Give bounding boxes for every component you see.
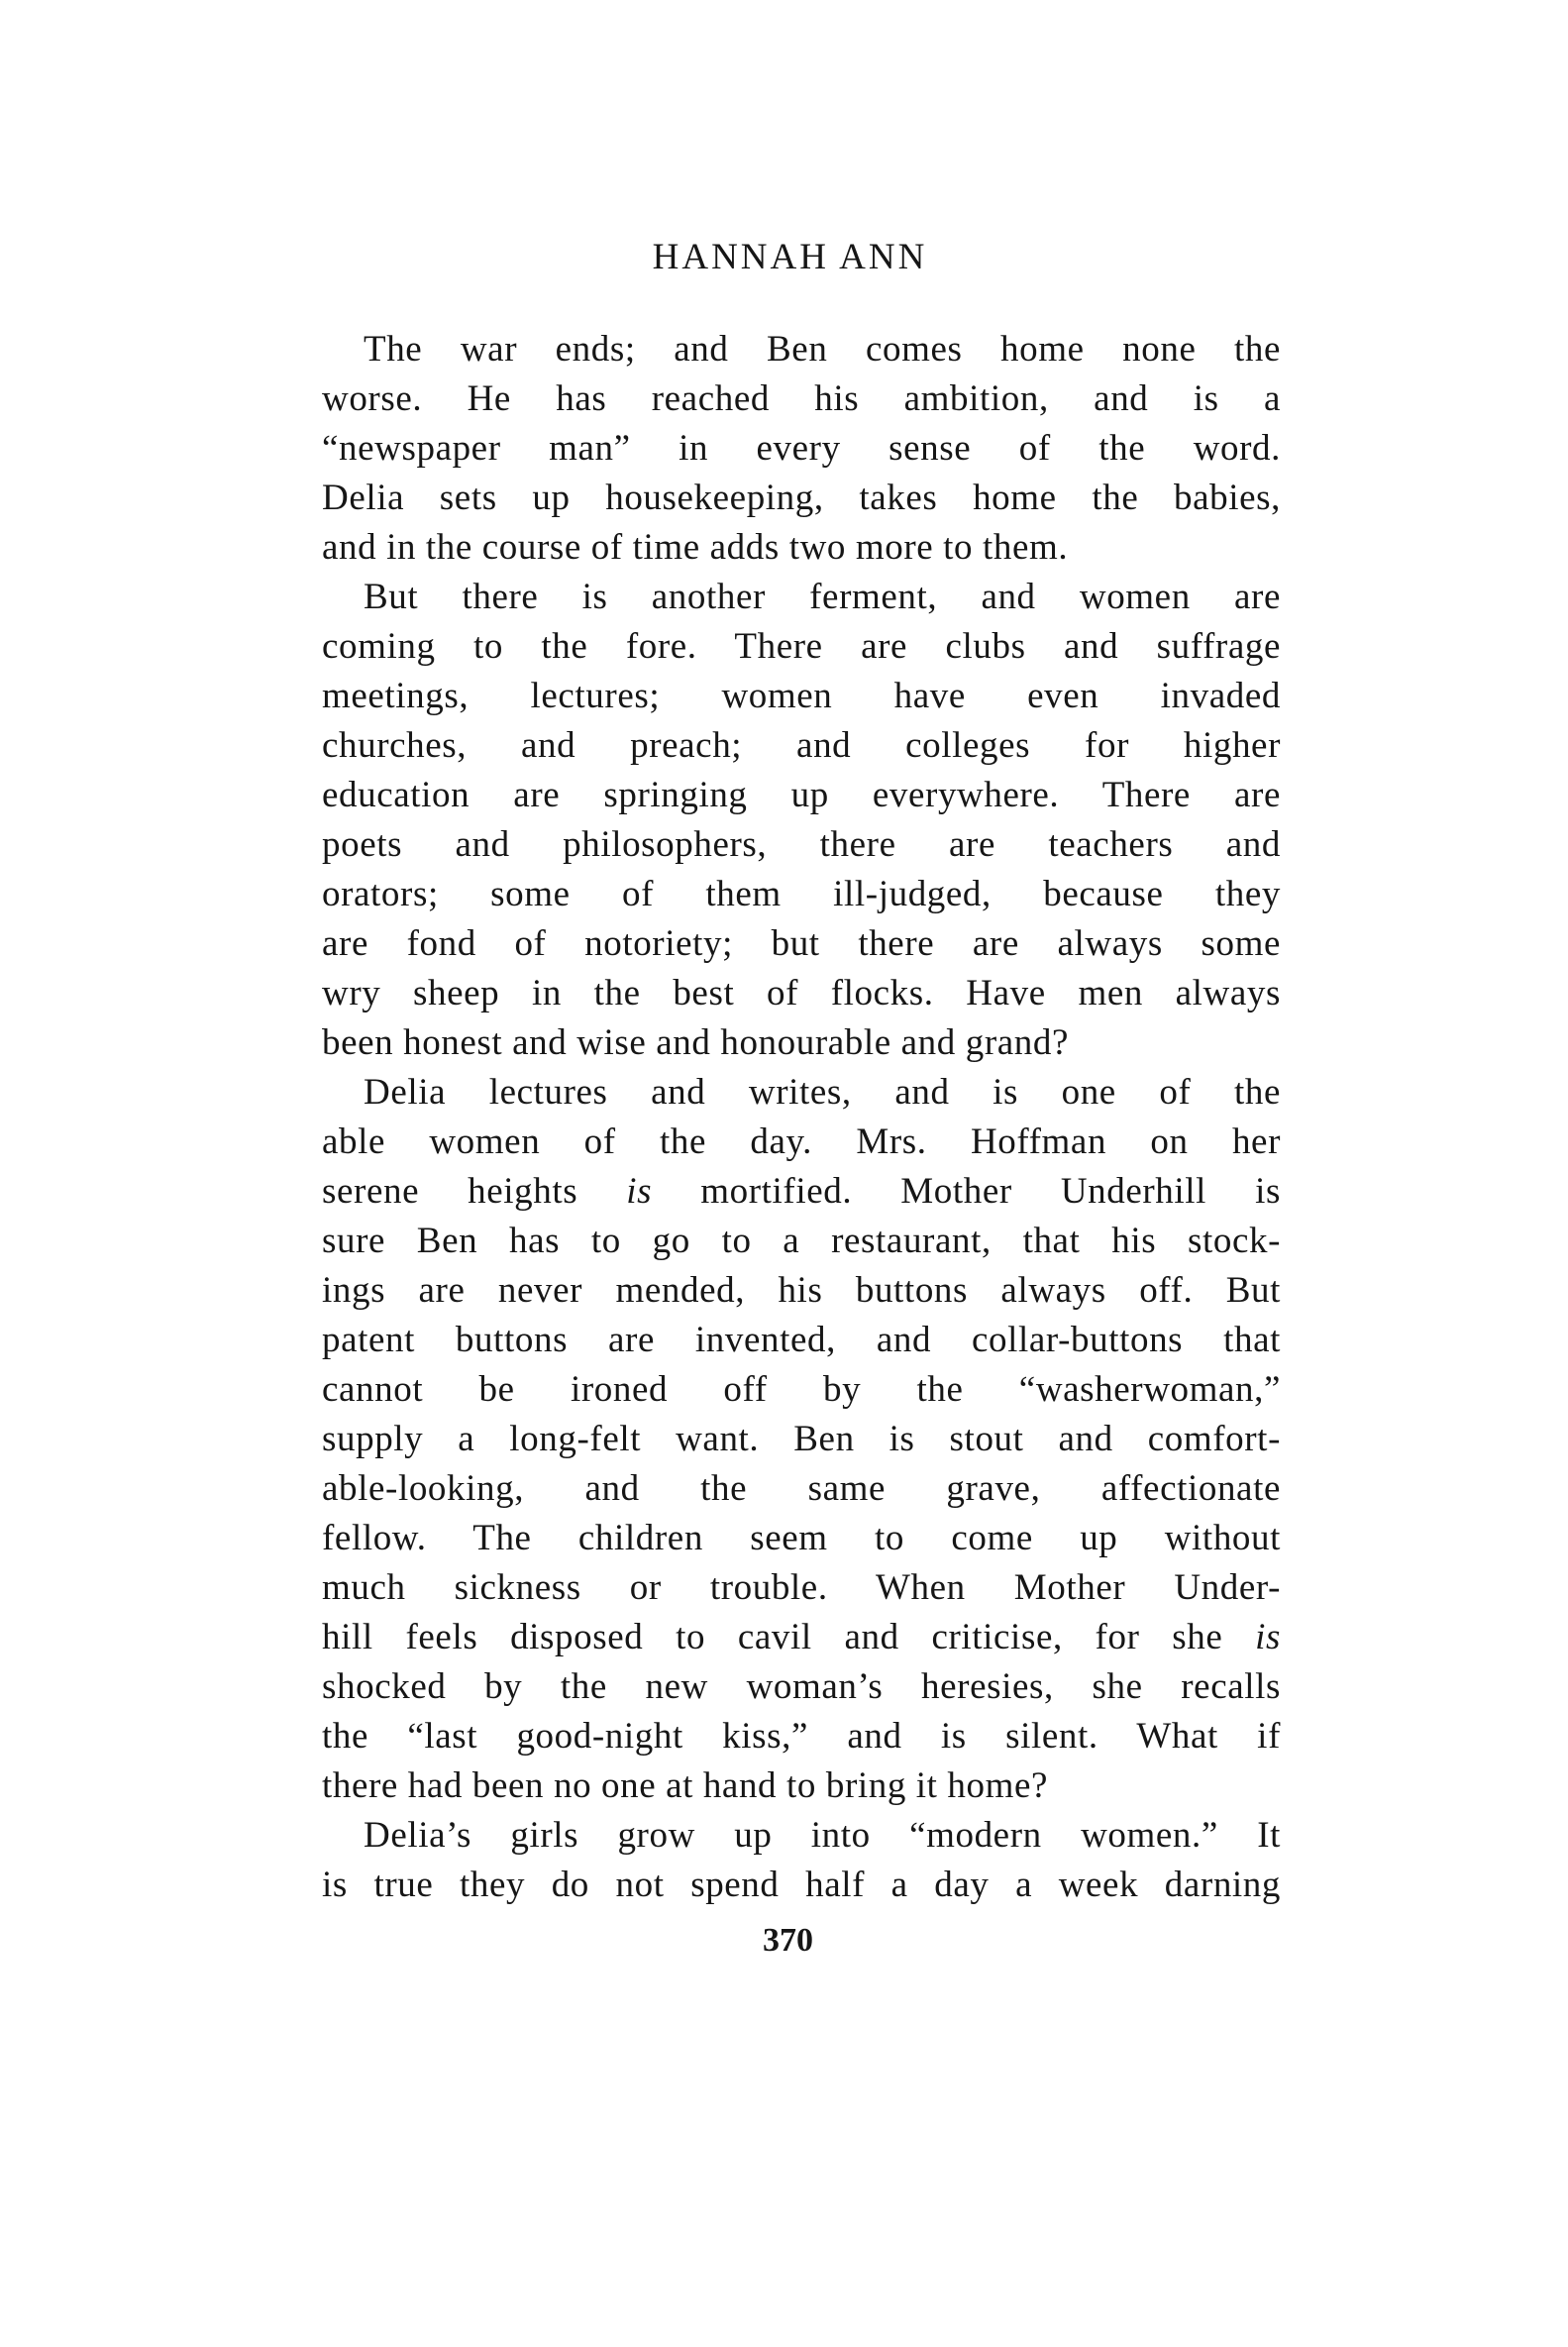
paragraph bbox=[322, 573, 1281, 1068]
text-line: Delia’s girls grow up into “modern women.” It bbox=[364, 1815, 1281, 1856]
text-line: But there is another ferment, and women are bbox=[364, 577, 1281, 617]
paragraph bbox=[322, 325, 1281, 573]
text-line: The war ends; and Ben comes home none the bbox=[364, 329, 1281, 370]
text-line: there had been no one at hand to bring it home? bbox=[322, 1765, 1049, 1806]
text-line: are fond of notoriety; but there are always some bbox=[322, 923, 1281, 964]
text-line bbox=[322, 1167, 1281, 1217]
page-number: 370 bbox=[763, 1922, 813, 1959]
text-line: been honest and wise and honourable and grand? bbox=[322, 1022, 1069, 1063]
text-line: sure Ben has to go to a restaurant, that his stock- bbox=[322, 1221, 1281, 1261]
text-line: “newspaper man” in every sense of the word. bbox=[322, 428, 1281, 469]
text-line: shocked by the new woman’s heresies, she recalls bbox=[322, 1666, 1281, 1707]
text-line: the “last good-night kiss,” and is silent. What if bbox=[322, 1716, 1281, 1757]
text-line: coming to the fore. There are clubs and suffrage bbox=[322, 626, 1281, 667]
text-segment: hill feels disposed to cavil and criticise, for she bbox=[322, 1617, 1256, 1657]
text-segment: serene heights bbox=[322, 1171, 627, 1212]
text-line: able women of the day. Mrs. Hoffman on her bbox=[322, 1121, 1281, 1162]
text-line: orators; some of them ill-judged, because they bbox=[322, 874, 1281, 914]
text-line: and in the course of time adds two more to them. bbox=[322, 527, 1069, 568]
text-line: worse. He has reached his ambition, and is a bbox=[322, 378, 1281, 419]
text-line: meetings, lectures; women have even invaded bbox=[322, 676, 1281, 716]
italic-text: is bbox=[626, 1171, 653, 1212]
text-line: poets and philosophers, there are teachers and bbox=[322, 824, 1281, 865]
text-line: much sickness or trouble. When Mother Under- bbox=[322, 1567, 1281, 1608]
text-line: Delia lectures and writes, and is one of the bbox=[364, 1072, 1281, 1113]
text-line: education are springing up everywhere. There are bbox=[322, 775, 1281, 815]
text-line: fellow. The children seem to come up without bbox=[322, 1518, 1281, 1558]
text-line: able-looking, and the same grave, affectionate bbox=[322, 1468, 1281, 1509]
text-line bbox=[322, 1613, 1281, 1662]
text-line: cannot be ironed off by the “washerwoman,” bbox=[322, 1369, 1281, 1410]
text-segment: mortified. Mother Underhill is bbox=[652, 1171, 1281, 1212]
text-line: Delia sets up housekeeping, takes home the babies, bbox=[322, 478, 1281, 518]
text-line: ings are never mended, his buttons always off. But bbox=[322, 1270, 1281, 1311]
paragraph bbox=[322, 1068, 1281, 1811]
text-line: is true they do not spend half a day a week darning bbox=[322, 1865, 1281, 1905]
italic-text: is bbox=[1255, 1617, 1281, 1657]
running-head: HANNAH ANN bbox=[652, 237, 928, 277]
text-line: wry sheep in the best of flocks. Have men always bbox=[322, 973, 1281, 1013]
paragraph bbox=[322, 1811, 1281, 1910]
text-line: patent buttons are invented, and collar-buttons that bbox=[322, 1320, 1281, 1360]
text-line: churches, and preach; and colleges for higher bbox=[322, 725, 1281, 766]
body-text bbox=[322, 325, 1281, 1910]
text-line: supply a long-felt want. Ben is stout and comfort- bbox=[322, 1419, 1281, 1459]
